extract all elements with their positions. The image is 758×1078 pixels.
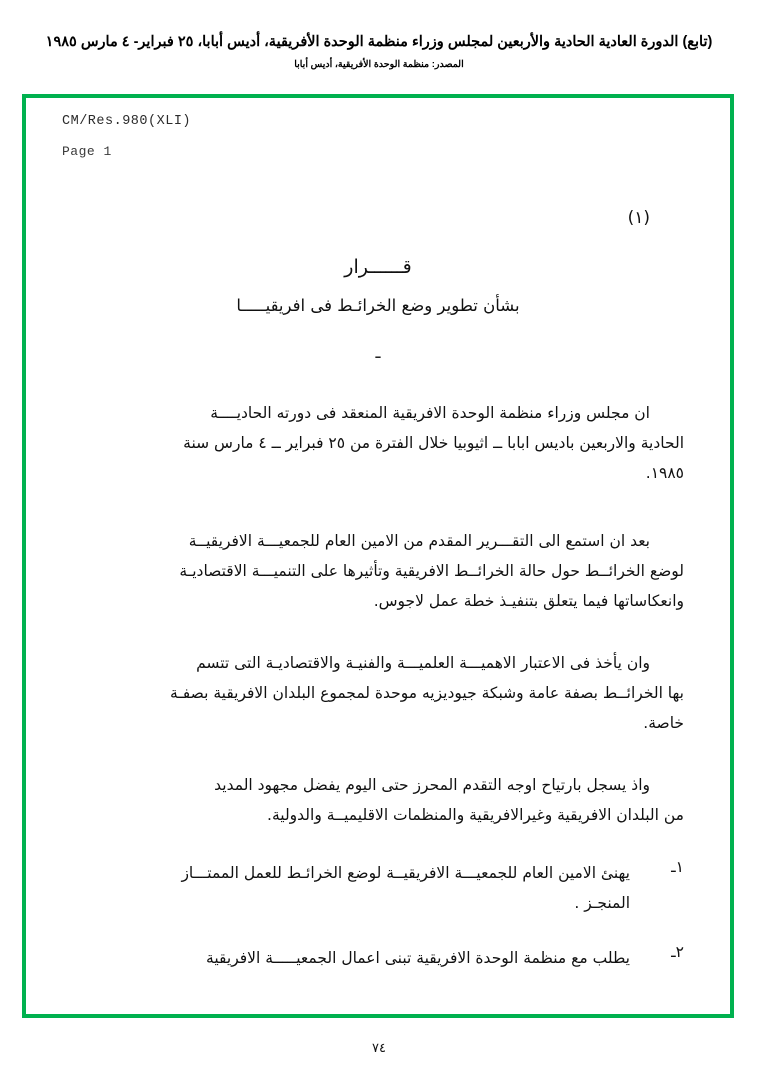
paragraph-considering	[62, 648, 684, 755]
paragraph-line: بها الخرائــط بصفة عامة وشبكة جيوديزيه موحدة لمجموع البلدان الافريقية بصفـة	[169, 684, 684, 703]
header-title: (تابع) الدورة العادية الحادية والأربعين لمجلس وزراء منظمة الوحدة الأفريقية، أديس أبابا، ٢٥ فبراير- ٤ مارس ١٩٨٥	[45, 34, 713, 50]
paragraph-line: واذ يسجل بارتياح اوجه التقدم المحرز حتى اليوم يفضل مجهود المديد	[214, 776, 650, 794]
paragraph-line: وان يأخذ فى الاعتبار الاهميـــة العلميـــة والفنيـة والاقتصاديـة التى تتسم	[196, 654, 650, 672]
paragraph-line: من البلدان الافريقية وغيرالافريقية والمنظمات الاقليميــة والدولية.	[267, 806, 684, 825]
document-title: قــــــرار	[344, 256, 412, 278]
item-marker: ١ـ	[671, 858, 684, 876]
paragraph-line: وانعكاساتها فيما يتعلق بتنفيـذ خطة عمل لاجوس.	[373, 592, 684, 611]
numbered-item-1	[62, 858, 684, 918]
paragraph-line: الحادية والاربعين باديس ابابا ــ اثيوبيا خلال الفترة من ٢٥ فبراير ــ ٤ مارس سنة	[183, 434, 684, 453]
page-header	[0, 32, 758, 70]
scanned-document-content	[26, 98, 730, 1014]
item-marker: ٢ـ	[671, 943, 684, 961]
paragraph-line: ١٩٨٥.	[645, 464, 684, 483]
scanned-document-frame	[22, 94, 734, 1018]
item-number: (١)	[627, 208, 650, 228]
paragraph-line: خاصة.	[643, 714, 684, 733]
numbered-item-2	[62, 943, 684, 973]
paragraph-line: بعد ان استمع الى التقـــرير المقدم من الامين العام للجمعيـــة الافريقيــة	[188, 532, 650, 550]
paragraph-preamble	[62, 398, 684, 505]
item-line: يهنئ الامين العام للجمعيـــة الافريقيــة لوضع الخرائـط للعمل الممتـــاز	[181, 864, 630, 882]
header-source: المصدر: منظمة الوحدة الأفريقية، أديس أبابا	[294, 59, 464, 71]
document-subtitle: بشأن تطوير وضع الخرائـط فى افريقيـــــا	[236, 296, 520, 315]
item-line: المنجـز .	[574, 894, 630, 913]
document-code: CM/Res.980(XLI)	[62, 114, 192, 129]
paragraph-line: لوضع الخرائــط حول حالة الخرائــط الافريقية وتأثيرها على التنميـــة الاقتصاديـة	[179, 562, 684, 581]
paragraph-noting	[62, 770, 684, 846]
paragraph-line: ان مجلس وزراء منظمة الوحدة الافريقية المنعقد فى دورته الحاديــــة	[210, 404, 650, 422]
title-divider: ـ	[375, 343, 381, 363]
footer-page-number: ٧٤	[372, 1041, 386, 1056]
document-page-label: Page 1	[62, 144, 112, 159]
item-line: يطلب مع منظمة الوحدة الافريقية تبنى اعمال الجمعيـــــة الافريقية	[206, 949, 630, 967]
paragraph-having-heard	[62, 526, 684, 633]
